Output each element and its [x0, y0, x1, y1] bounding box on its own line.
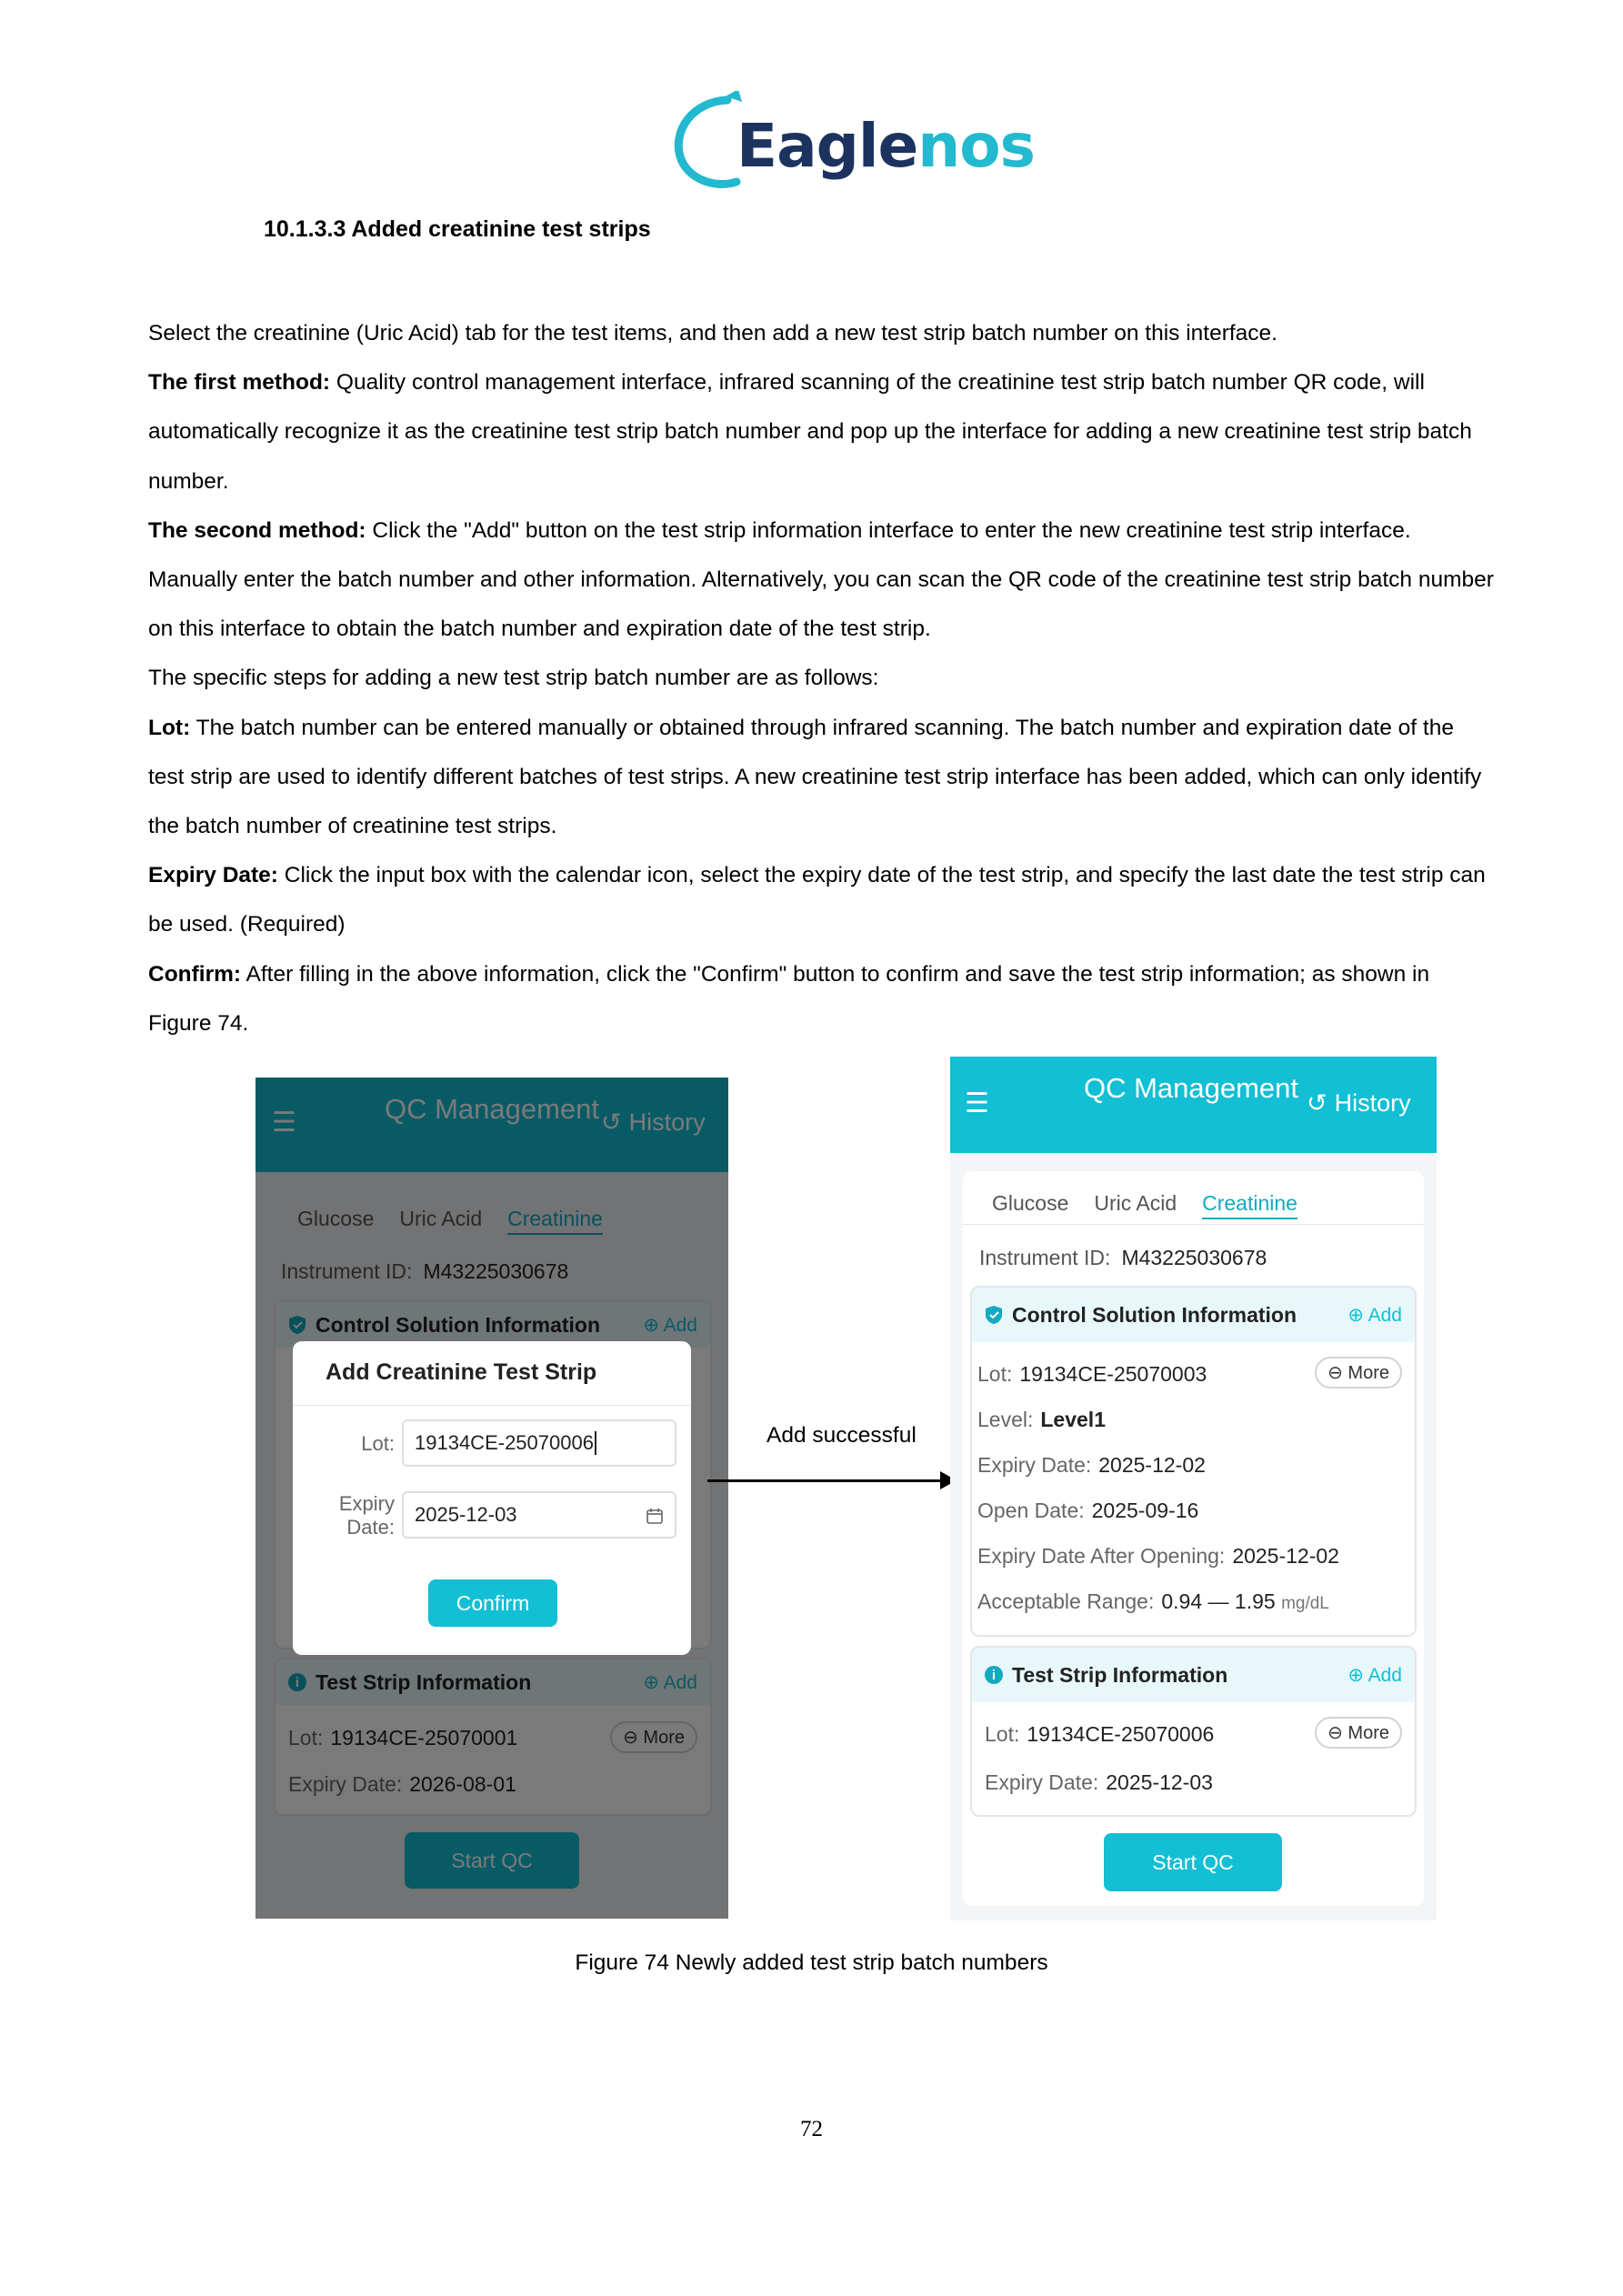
more-button[interactable]: ⊖ More	[1315, 1357, 1402, 1389]
phone-screenshot-result	[950, 1057, 1437, 1920]
test-strip-lot: Lot: 19134CE-25070006	[985, 1722, 1215, 1746]
test-item-tabs	[992, 1191, 1297, 1219]
control-lot: Lot: 19134CE-25070003	[977, 1362, 1207, 1386]
history-button[interactable]: ↺ History	[1307, 1089, 1411, 1117]
start-qc-button[interactable]: Start QC	[1104, 1833, 1282, 1891]
phone-screenshot-add-dialog	[255, 1078, 728, 1919]
shield-check-icon	[985, 1305, 1003, 1325]
instrument-id: Instrument ID: M43225030678	[979, 1246, 1267, 1269]
paragraph-first-method: The first method: Quality control management interface, infrared scanning of the creatinine test strip batch number QR code, will automatically recognize it as the creatinine test strip batch number and pop up the interface for adding a new creatinine test strip batch number.	[148, 370, 1472, 494]
calendar-icon	[646, 1507, 664, 1525]
arrow-label: Add successful	[766, 1423, 917, 1448]
paragraph-second-method: The second method: Click the "Add" button on the test strip information interface to enter the new creatinine test strip interface. Manually enter the batch number and other information. Alternatively, you can scan the QR code of the creatinine test strip batch number on this interface to obtain the batch number and expiration date of the test strip.	[148, 517, 1494, 642]
arrow-line	[707, 1479, 944, 1482]
logo-text: Eaglenos	[736, 111, 1035, 181]
paragraph-confirm: Confirm: After filling in the above information, click the "Confirm" button to confirm and save the test strip information; as shown in Figure 74.	[148, 961, 1430, 1036]
add-control-button[interactable]: ⊕ Add	[1347, 1304, 1402, 1326]
control-open-date: Open Date: 2025-09-16	[977, 1499, 1199, 1522]
test-strip-header: i Test Strip Information ⊕ Add	[972, 1648, 1415, 1702]
tab-uric-acid[interactable]: Uric Acid	[1094, 1191, 1177, 1215]
control-solution-card	[970, 1286, 1417, 1637]
eaglenos-logo	[673, 91, 1035, 200]
paragraph-intro: Select the creatinine (Uric Acid) tab for the test items, and then add a new test strip batch number on this interface.	[148, 321, 1277, 346]
tab-glucose[interactable]: Glucose	[992, 1191, 1069, 1215]
test-strip-expiry: Expiry Date: 2025-12-03	[985, 1770, 1213, 1794]
add-test-strip-button[interactable]: ⊕ Add	[1347, 1664, 1402, 1686]
paragraph-expiry: Expiry Date: Click the input box with the calendar icon, select the expiry date of the test strip, and specify the last date the test strip can be used. (Required)	[148, 863, 1486, 937]
test-strip-card	[970, 1646, 1417, 1817]
lot-input[interactable]: 19134CE-25070006	[402, 1419, 676, 1467]
expiry-date-input[interactable]: 2025-12-03	[402, 1491, 676, 1539]
page-number: 72	[800, 2117, 823, 2141]
dialog-expiry-label: Expiry Date:	[338, 1492, 395, 1539]
figure-caption: Figure 74 Newly added test strip batch numbers	[575, 1950, 1048, 1975]
dialog-title: Add Creatinine Test Strip	[326, 1359, 597, 1385]
confirm-button[interactable]: Confirm	[428, 1579, 557, 1627]
section-title: 10.1.3.3 Added creatinine test strips	[264, 216, 651, 242]
control-acceptable-range: Acceptable Range: 0.94 — 1.95 mg/dL	[977, 1589, 1329, 1613]
app-header	[950, 1057, 1437, 1153]
control-expiry-after-opening: Expiry Date After Opening: 2025-12-02	[977, 1544, 1339, 1568]
paragraph-lot: Lot: The batch number can be entered manually or obtained through infrared scanning. The batch number and expiration date of the test strip are used to identify different batches of test strips. A new creatinine test strip interface has been added, which can only identify the batch number of creatinine test strips.	[148, 715, 1482, 839]
history-icon: ↺	[1307, 1089, 1327, 1117]
paragraph-steps: The specific steps for adding a new test strip batch number are as follows:	[148, 666, 879, 691]
app-title: QC Management	[1083, 1072, 1299, 1104]
text-cursor	[595, 1431, 596, 1455]
more-button[interactable]: ⊖ More	[1315, 1717, 1402, 1749]
tabs-divider	[963, 1224, 1424, 1225]
control-expiry: Expiry Date: 2025-12-02	[977, 1453, 1206, 1477]
tab-creatinine[interactable]: Creatinine	[1202, 1191, 1297, 1219]
control-solution-header: Control Solution Information ⊕ Add	[972, 1288, 1415, 1342]
info-icon: i	[985, 1666, 1003, 1684]
control-level: Level: Level1	[977, 1408, 1106, 1431]
dialog-lot-label: Lot:	[361, 1432, 395, 1455]
content-panel	[963, 1171, 1424, 1906]
menu-icon[interactable]: ☰	[965, 1088, 989, 1118]
dialog-divider	[293, 1405, 691, 1406]
add-creatinine-dialog	[293, 1341, 691, 1655]
body-text	[148, 309, 1494, 1048]
